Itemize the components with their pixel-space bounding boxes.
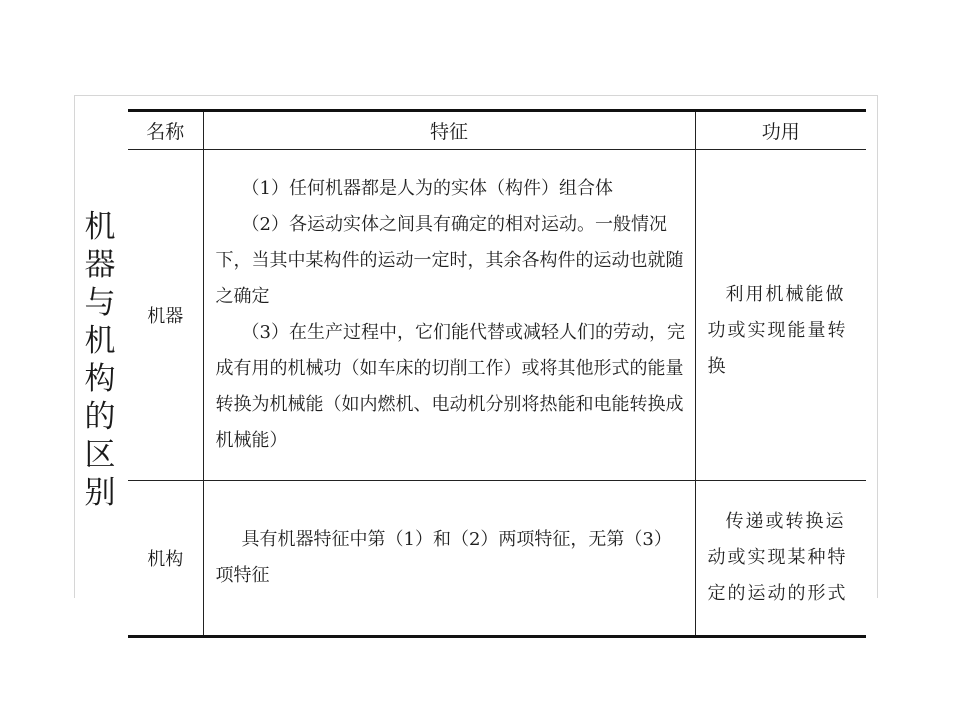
table-row-mechanism bbox=[128, 481, 866, 637]
side-title-char: 构 bbox=[84, 361, 116, 397]
table-row-machine bbox=[128, 150, 866, 481]
header-name: 名称 bbox=[128, 111, 203, 150]
feature-item-mechanism: 具有机器特征中第（1）和（2）两项特征，无第（3）项特征 bbox=[215, 529, 672, 586]
row-function-machine bbox=[695, 150, 866, 481]
side-title-char: 别 bbox=[84, 475, 116, 511]
feature-item-3: （3）在生产过程中，它们能代替或减轻人们的劳动，完成有用的机械功（如车床的切削工作）或将其他形式的能量转换为机械能（如内燃机、电动机分别将热能和电能转换成机械能） bbox=[215, 322, 685, 451]
row-name-mechanism: 机构 bbox=[128, 481, 203, 637]
side-title bbox=[80, 208, 120, 512]
row-features-mechanism bbox=[203, 481, 695, 637]
header-feature: 特征 bbox=[203, 111, 695, 150]
comparison-table bbox=[128, 109, 866, 638]
frame-right-rule bbox=[877, 95, 878, 598]
side-title-char: 的 bbox=[84, 399, 116, 435]
row-function-mechanism bbox=[695, 481, 866, 637]
side-title-char: 机 bbox=[84, 209, 116, 245]
row-name-machine: 机器 bbox=[128, 150, 203, 481]
table-header-row bbox=[128, 111, 866, 150]
side-title-char: 器 bbox=[84, 247, 116, 283]
side-title-char: 与 bbox=[84, 285, 116, 321]
function-text-mechanism: 传递或转换运动或实现某种特定的运动的形式 bbox=[707, 511, 848, 604]
header-function: 功用 bbox=[695, 111, 866, 150]
feature-item-2: （2）各运动实体之间具有确定的相对运动。一般情况下，当其中某构件的运动一定时，其余各构件的运动也就随之确定 bbox=[215, 214, 684, 307]
feature-item-1: （1）任何机器都是人为的实体（构件）组合体 bbox=[241, 178, 613, 199]
function-text-machine: 利用机械能做功或实现能量转换 bbox=[707, 284, 848, 377]
row-features-machine bbox=[203, 150, 695, 481]
frame-top-rule bbox=[74, 95, 878, 96]
frame-left-rule bbox=[74, 95, 75, 598]
side-title-char: 机 bbox=[84, 323, 116, 359]
side-title-char: 区 bbox=[84, 437, 116, 473]
